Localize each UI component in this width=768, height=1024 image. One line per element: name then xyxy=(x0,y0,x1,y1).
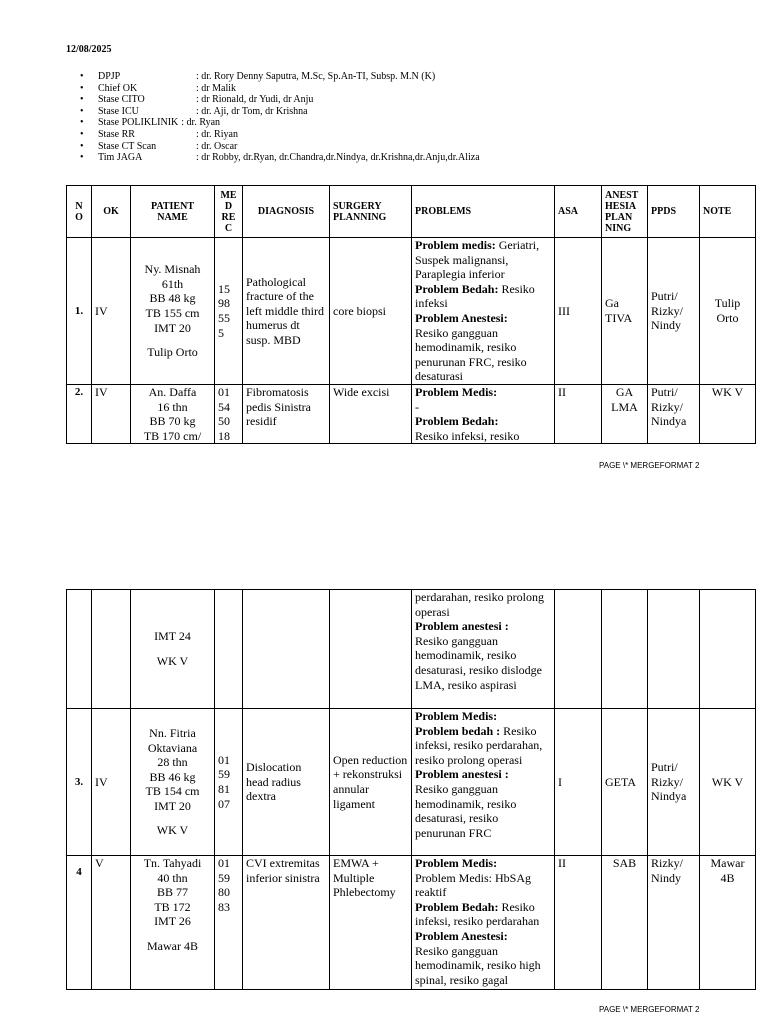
anesthesia-plan: Ga TIVA xyxy=(602,238,648,385)
staff-list xyxy=(80,71,480,164)
anesthesia-plan: GA LMA xyxy=(602,385,648,444)
table-header-row xyxy=(67,186,756,238)
surgery-planning: Wide excisi xyxy=(330,385,412,444)
ppds: Putri/ Rizky/ Nindy xyxy=(648,238,700,385)
note: Tulip Orto xyxy=(700,238,756,385)
header-ppds: PPDS xyxy=(648,186,700,238)
surgery-planning xyxy=(330,590,412,709)
ok-room: V xyxy=(92,856,131,990)
note: WK V xyxy=(700,709,756,856)
surgery-schedule-table-continued xyxy=(66,589,756,990)
staff-item xyxy=(80,71,480,83)
table-row xyxy=(67,238,756,385)
medrec-number: 01 59 80 83 xyxy=(215,856,243,990)
page-footer: PAGE \* MERGEFORMAT 2 xyxy=(599,1005,700,1014)
diagnosis: Dislocation head radius dextra xyxy=(243,709,330,856)
ok-room: IV xyxy=(92,238,131,385)
asa-class: III xyxy=(555,238,602,385)
anesthesia-plan: SAB xyxy=(602,856,648,990)
staff-role: Stase CT Scan xyxy=(98,140,157,152)
staff-item xyxy=(80,129,480,141)
note xyxy=(700,590,756,709)
ppds: Putri/ Rizky/ Nindya xyxy=(648,385,700,444)
staff-item xyxy=(80,83,480,95)
patient-ward: Mawar 4B xyxy=(147,938,198,953)
staff-role: Stase RR xyxy=(98,128,135,140)
diagnosis: CVI extremitas inferior sinistra xyxy=(243,856,330,990)
patient-info: Nn. Fitria Oktaviana 28 thn BB 46 kg TB 154 cm IMT 20 WK V xyxy=(131,709,215,856)
staff-names: : dr. Aji, dr Tom, dr Krishna xyxy=(196,105,308,117)
surgery-planning: Open reduction + rekonstruksi annular ligament xyxy=(330,709,412,856)
surgery-schedule-table xyxy=(66,185,756,444)
patient-info: An. Daffa 16 thn BB 70 kg TB 170 cm/ xyxy=(131,385,215,444)
header-anesthesia-planning: ANEST HESIA PLAN NING xyxy=(602,186,648,238)
asa-class: II xyxy=(555,385,602,444)
surgery-planning: EMWA + Multiple Phlebectomy xyxy=(330,856,412,990)
patient-info: Ny. Misnah 61th BB 48 kg TB 155 cm IMT 20 Tulip Orto xyxy=(131,238,215,385)
header-note: NOTE xyxy=(700,186,756,238)
header-patient-name: PATIENT NAME xyxy=(131,186,215,238)
diagnosis: Pathological fracture of the left middle third humerus dt susp. MBD xyxy=(243,238,330,385)
ppds xyxy=(648,590,700,709)
anesthesia-plan: GETA xyxy=(602,709,648,856)
asa-class xyxy=(555,590,602,709)
header-medrec: ME D RE C xyxy=(215,186,243,238)
header-no: N O xyxy=(67,186,92,238)
problems: Problem Medis: Problem Medis: HbSAg reaktif Problem Bedah: Resiko infeksi, resiko perdarahan Problem Anestesi: Resiko gangguan hemodinamik, resiko high spinal, resiko gagal xyxy=(412,856,555,990)
medrec-number: 01 54 50 18 xyxy=(215,385,243,444)
row-number: 2. xyxy=(67,385,92,444)
patient-info: IMT 24 WK V xyxy=(131,590,215,709)
row-number xyxy=(67,590,92,709)
staff-item xyxy=(80,106,480,118)
patient-ward: WK V xyxy=(156,654,189,668)
header-ok: OK xyxy=(92,186,131,238)
staff-role: Tim JAGA xyxy=(98,152,143,164)
asa-class: II xyxy=(555,856,602,990)
row-number: 1. xyxy=(67,238,92,385)
problems: perdarahan, resiko prolong operasi Problem anestesi : Resiko gangguan hemodinamik, resiko desaturasi, resiko dislodge LMA, resiko aspirasi xyxy=(412,590,555,709)
staff-role: DPJP xyxy=(98,71,121,82)
problems: Problem Medis: Problem bedah : Resiko infeksi, resiko perdarahan, resiko prolong operasi Problem anestesi : Resiko gangguan hemodinamik, resiko desaturasi, resiko penurunan FRC xyxy=(412,709,555,856)
note: Mawar 4B xyxy=(700,856,756,990)
staff-role: Stase POLIKLINIK xyxy=(98,117,179,129)
staff-item xyxy=(80,94,480,106)
staff-names: : dr Malik xyxy=(196,82,236,94)
table-row xyxy=(67,385,756,444)
staff-item xyxy=(80,117,480,129)
document-date: 12/08/2025 xyxy=(66,44,112,55)
staff-names: : dr Robby, dr.Ryan, dr.Chandra,dr.Nindya, dr.Krishna,dr.Anju,dr.Aliza xyxy=(196,152,480,164)
table-row xyxy=(67,709,756,856)
header-diagnosis: DIAGNOSIS xyxy=(243,186,330,238)
patient-ward: Tulip Orto xyxy=(147,345,198,360)
header-problems: PROBLEMS xyxy=(412,186,555,238)
patient-ward: WK V xyxy=(156,823,189,838)
row-number: 4 xyxy=(67,856,92,990)
ppds: Putri/ Rizky/ Nindya xyxy=(648,709,700,856)
staff-names: : dr. Rory Denny Saputra, M.Sc, Sp.An-TI, Subsp. M.N (K) xyxy=(196,71,436,82)
staff-role: Chief OK xyxy=(98,82,138,94)
medrec-number: 01 59 81 07 xyxy=(215,709,243,856)
anesthesia-plan xyxy=(602,590,648,709)
staff-names: : dr. Oscar xyxy=(196,140,238,152)
diagnosis xyxy=(243,590,330,709)
diagnosis: Fibromatosis pedis Sinistra residif xyxy=(243,385,330,444)
staff-item xyxy=(80,152,480,164)
header-surgery-planning: SURGERY PLANNING xyxy=(330,186,412,238)
staff-role: Stase ICU xyxy=(98,105,139,117)
page-footer: PAGE \* MERGEFORMAT 2 xyxy=(599,461,700,470)
asa-class: I xyxy=(555,709,602,856)
medrec-number: 15 98 55 5 xyxy=(215,238,243,385)
note: WK V xyxy=(700,385,756,444)
patient-info: Tn. Tahyadi 40 thn BB 77 TB 172 IMT 26 Mawar 4B xyxy=(131,856,215,990)
ok-room: IV xyxy=(92,709,131,856)
staff-item xyxy=(80,141,480,153)
row-number: 3. xyxy=(67,709,92,856)
ppds: Rizky/ Nindy xyxy=(648,856,700,990)
staff-names: : dr. Riyan xyxy=(196,128,238,140)
problems: Problem Medis: - Problem Bedah: Resiko infeksi, resiko xyxy=(412,385,555,444)
header-asa: ASA xyxy=(555,186,602,238)
surgery-planning: core biopsi xyxy=(330,238,412,385)
ok-room: IV xyxy=(92,385,131,444)
table-row xyxy=(67,856,756,990)
problems: Problem medis: Geriatri, Suspek malignansi, Paraplegia inferior Problem Bedah: Resiko infeksi Problem Anestesi: Resiko gangguan hemodinamik, resiko penurunan FRC, resiko desaturasi xyxy=(412,238,555,385)
staff-names: : dr Rionald, dr Yudi, dr Anju xyxy=(196,94,314,106)
medrec-number xyxy=(215,590,243,709)
staff-names: : dr. Ryan xyxy=(181,117,221,129)
table-row xyxy=(67,590,756,709)
ok-room xyxy=(92,590,131,709)
staff-role: Stase CITO xyxy=(98,94,145,106)
